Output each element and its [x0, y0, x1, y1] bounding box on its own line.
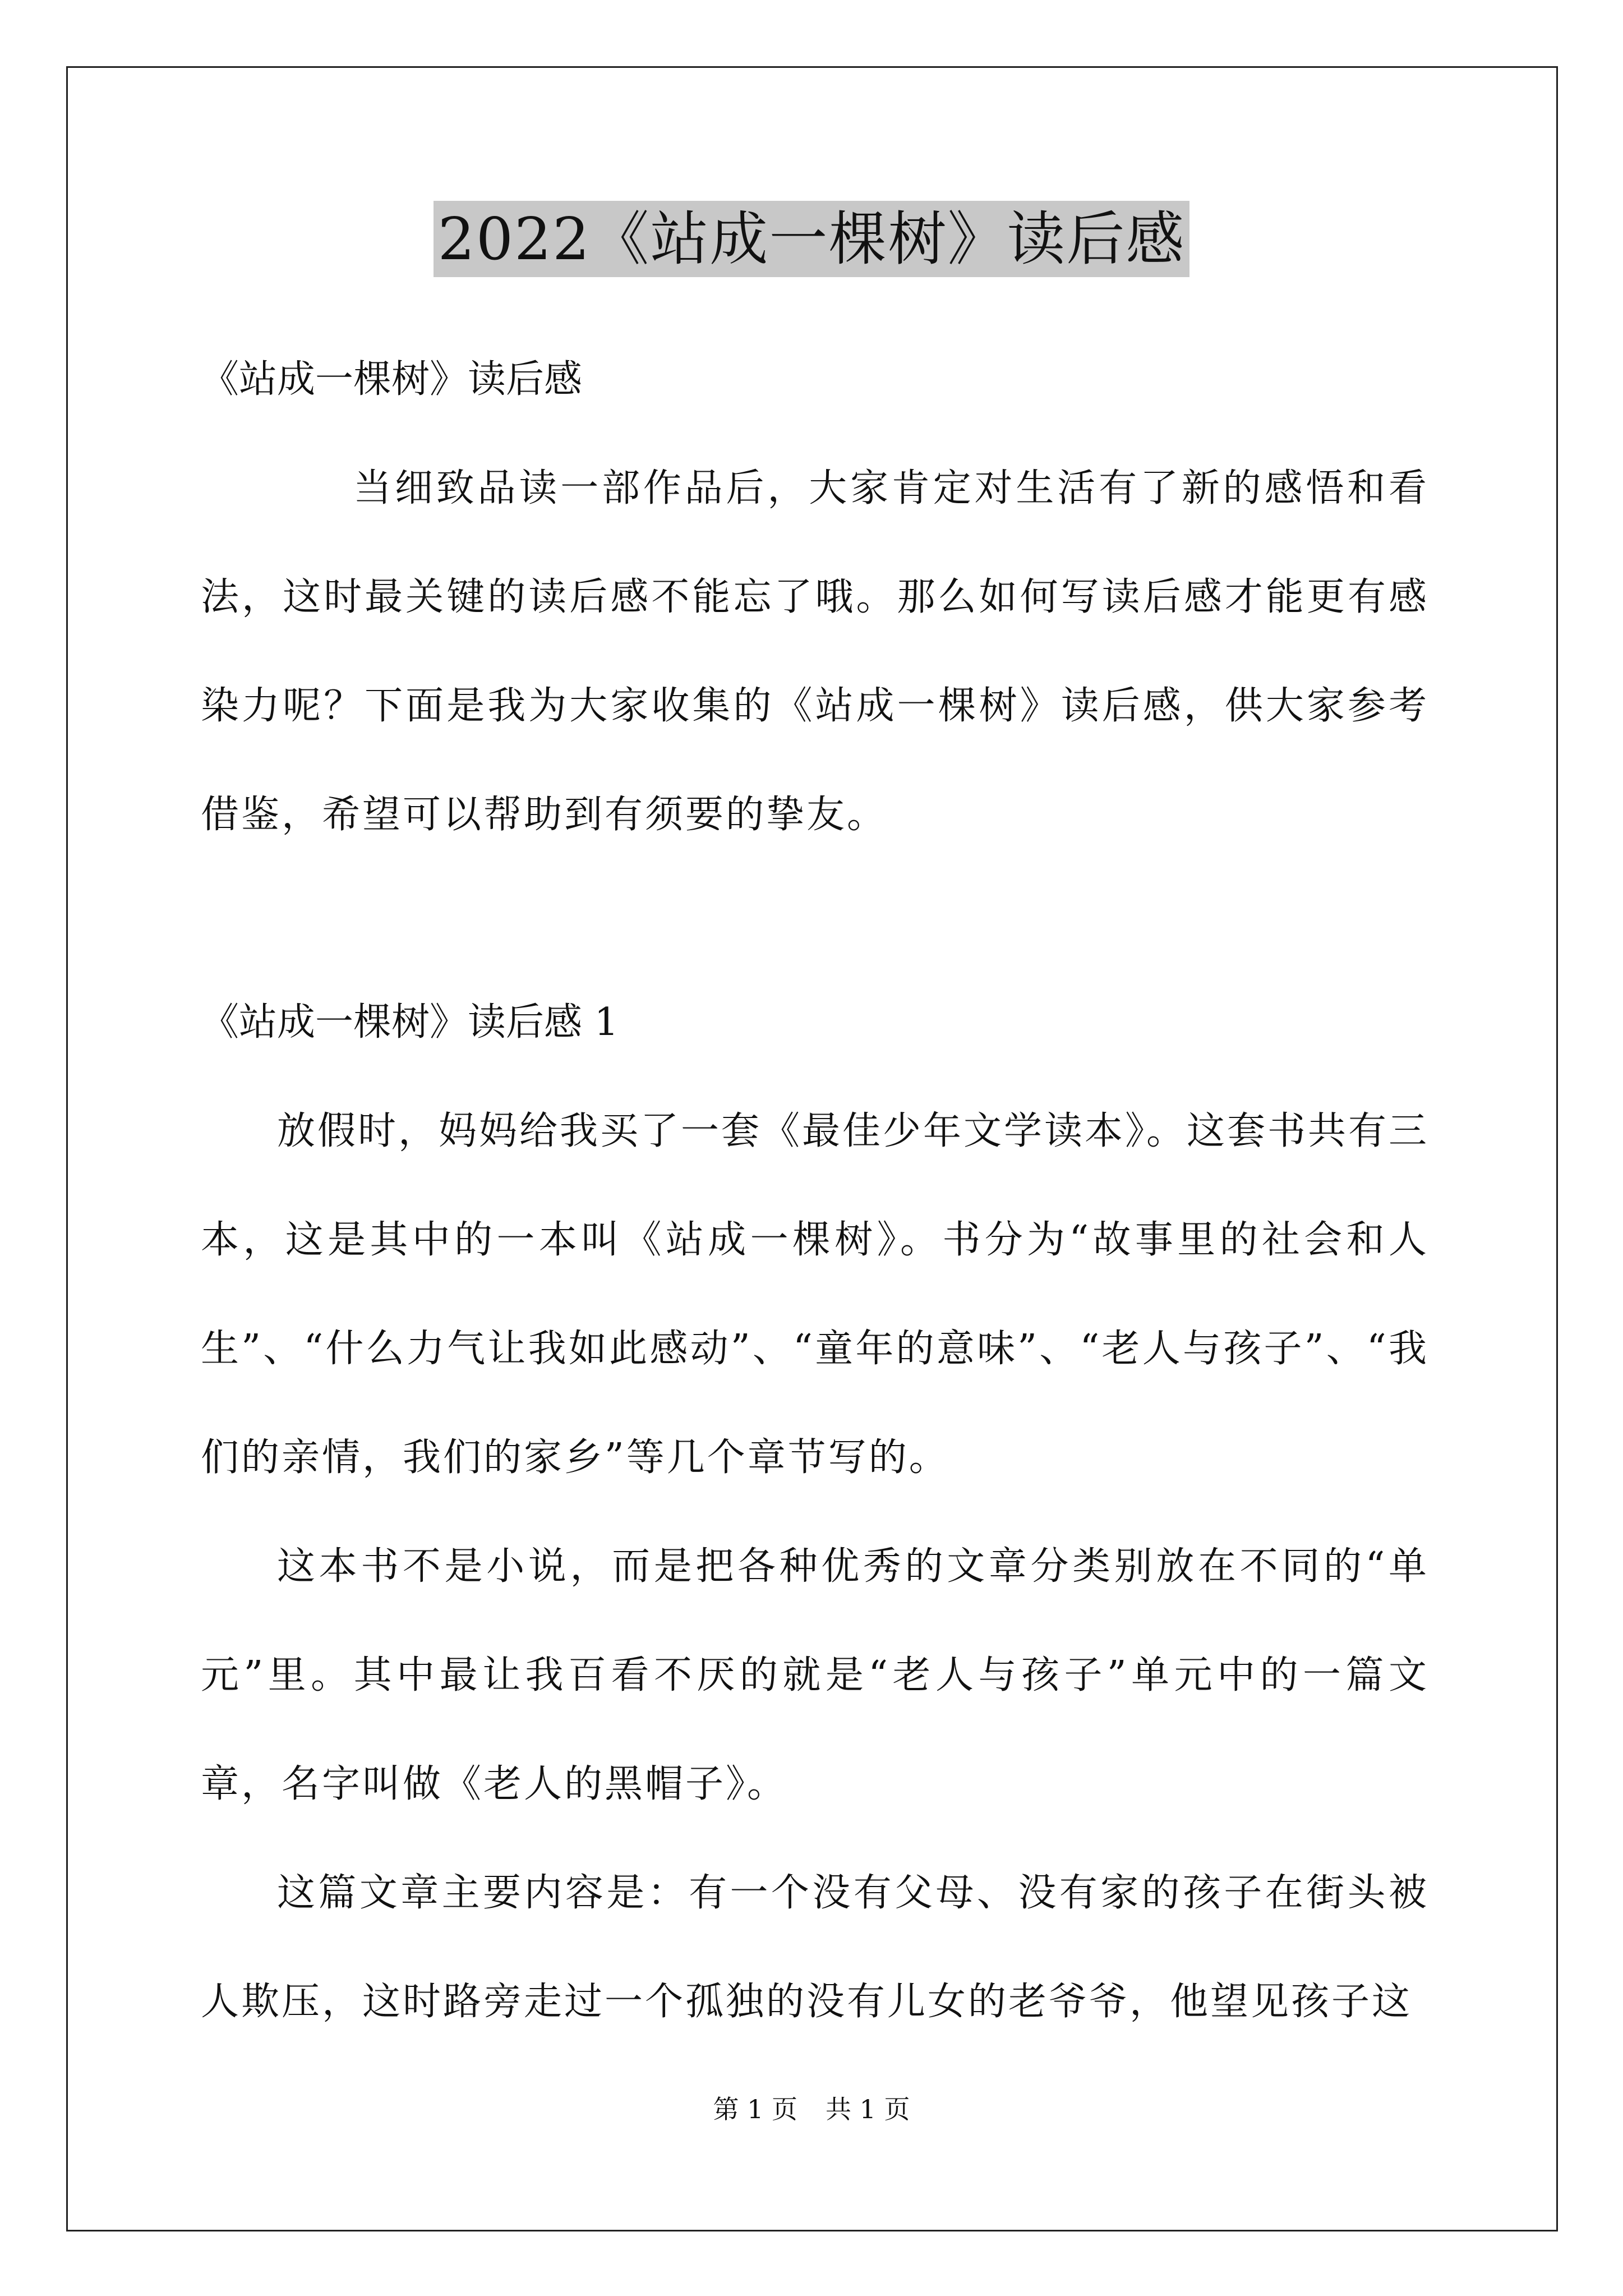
document-title: 2022《站成一棵树》读后感 — [434, 201, 1190, 277]
section-heading: 《站成一棵树》读后感 1 — [201, 1000, 619, 1045]
page-total: 共 1 页 — [826, 2094, 910, 2124]
body-paragraph: 放假时，妈妈给我买了一套《最佳少年文学读本》。这套书共有三本，这是其中的一本叫《站成一棵树》。书分为“故事里的社会和人生”、“什么力气让我如此感动”、“童年的意味”、“老人与孩子”、“我们的亲情，我们的家乡”等几个章节写的。 — [201, 1109, 1430, 1480]
document-subtitle: 《站成一棵树》读后感 — [201, 357, 583, 402]
page-footer — [0, 2092, 1623, 2126]
body-block — [201, 1077, 1429, 2056]
title-container — [0, 201, 1623, 277]
intro-paragraph: 当细致品读一部作品后，大家肯定对生活有了新的感悟和看法，这时最关键的读后感不能忘了哦。那么如何写读后感才能更有感染力呢？下面是我为大家收集的《站成一棵树》读后感，供大家参考借鉴，希望可以帮助到有须要的挚友。 — [201, 466, 1429, 837]
intro-block — [201, 434, 1429, 869]
page-number: 第 1 页 — [713, 2094, 797, 2124]
body-paragraph: 这本书不是小说，而是把各种优秀的文章分类别放在不同的“单元”里。其中最让我百看不厌的就是“老人与孩子”单元中的一篇文章，名字叫做《老人的黑帽子》。 — [201, 1544, 1429, 1806]
body-paragraph: 这篇文章主要内容是：有一个没有父母、没有家的孩子在街头被人欺压，这时路旁走过一个孤独的没有儿女的老爷爷，他望见孩子这 — [201, 1871, 1429, 2024]
